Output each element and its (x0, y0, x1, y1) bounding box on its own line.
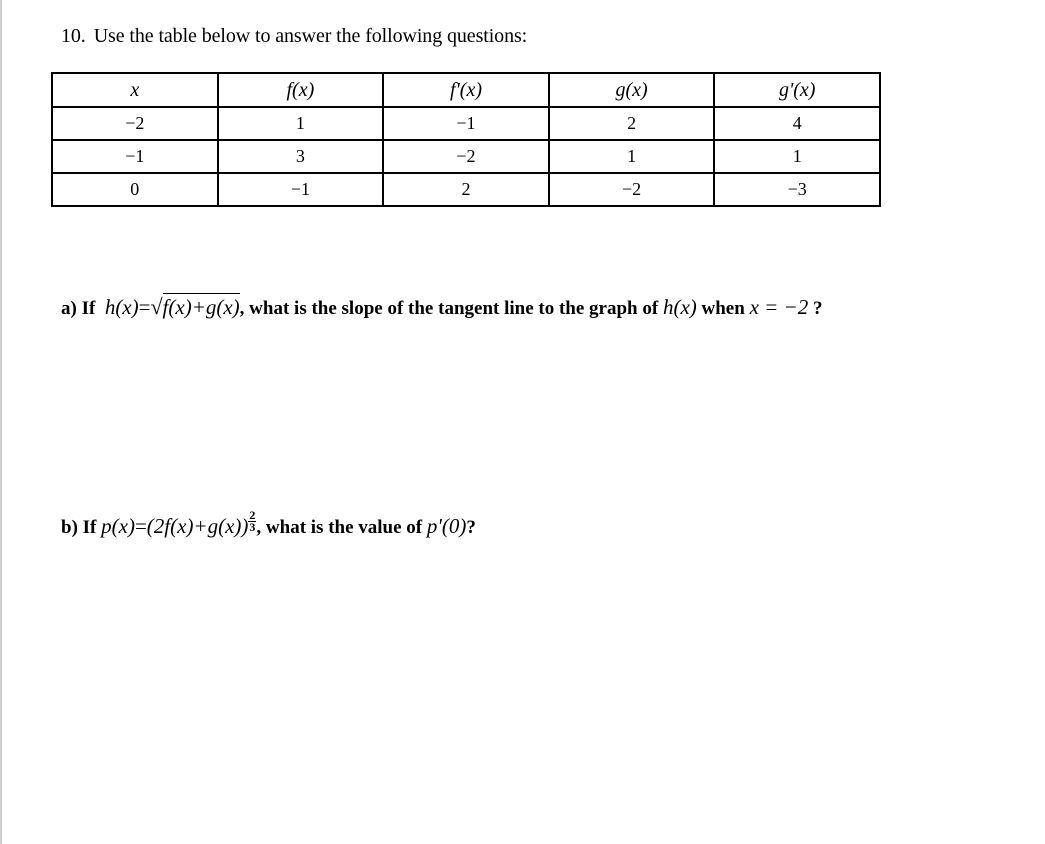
question-a-qmark: ? (812, 298, 823, 319)
question-b (61, 510, 476, 539)
table-cell: 4 (714, 107, 880, 140)
header-f-prime: f'(x) (383, 73, 549, 107)
table-cell: 1 (714, 140, 880, 173)
table-cell: 3 (218, 140, 384, 173)
radicand: f(x)+g(x) (162, 295, 240, 319)
table-cell: 0 (52, 173, 218, 206)
question-a-when: when (701, 298, 745, 319)
problem-instruction: Use the table below to answer the following questions: (93, 25, 528, 47)
table-cell: −2 (52, 107, 218, 140)
table-row (52, 107, 880, 140)
equals-sign: = (134, 514, 147, 538)
page-edge (0, 0, 2, 844)
x-condition: x = −2 (749, 295, 809, 319)
exponent-denominator: 3 (249, 520, 256, 534)
question-b-text: , what is the value of (256, 517, 423, 538)
h-function-ref: h(x) (662, 295, 697, 319)
values-table (51, 72, 881, 207)
problem-number: 10. (61, 25, 86, 47)
radical-sign: √ (150, 294, 163, 319)
question-a-label: a) (61, 298, 77, 319)
header-g: g(x) (549, 73, 715, 107)
h-function: h(x) (104, 295, 139, 319)
table-cell: −2 (549, 173, 715, 206)
table-cell: 2 (549, 107, 715, 140)
table-cell: −2 (383, 140, 549, 173)
table-header-row (52, 73, 880, 107)
p-expression: (2f(x)+g(x)) (146, 514, 249, 538)
exponent-numerator: 2 (249, 508, 256, 522)
table-cell: −1 (218, 173, 384, 206)
table-row (52, 173, 880, 206)
question-b-if: If (82, 517, 97, 538)
equals-sign: = (138, 295, 151, 319)
square-root (150, 294, 239, 320)
table-row (52, 140, 880, 173)
question-b-qmark: ? (466, 517, 476, 538)
table-cell: −3 (714, 173, 880, 206)
header-g-prime: g'(x) (714, 73, 880, 107)
p-function: p(x) (101, 514, 135, 538)
table-cell: 1 (218, 107, 384, 140)
table-cell: 1 (549, 140, 715, 173)
p-prime-target: p'(0) (426, 514, 467, 538)
question-b-label: b) (61, 517, 78, 538)
table-cell: −1 (383, 107, 549, 140)
table-cell: −1 (52, 140, 218, 173)
header-f: f(x) (218, 73, 384, 107)
problem-heading (61, 25, 527, 48)
header-x: x (52, 73, 218, 107)
table-cell: 2 (383, 173, 549, 206)
question-a (61, 294, 822, 320)
question-a-text: , what is the slope of the tangent line to the graph of (239, 298, 659, 319)
question-a-if: If (81, 298, 96, 319)
